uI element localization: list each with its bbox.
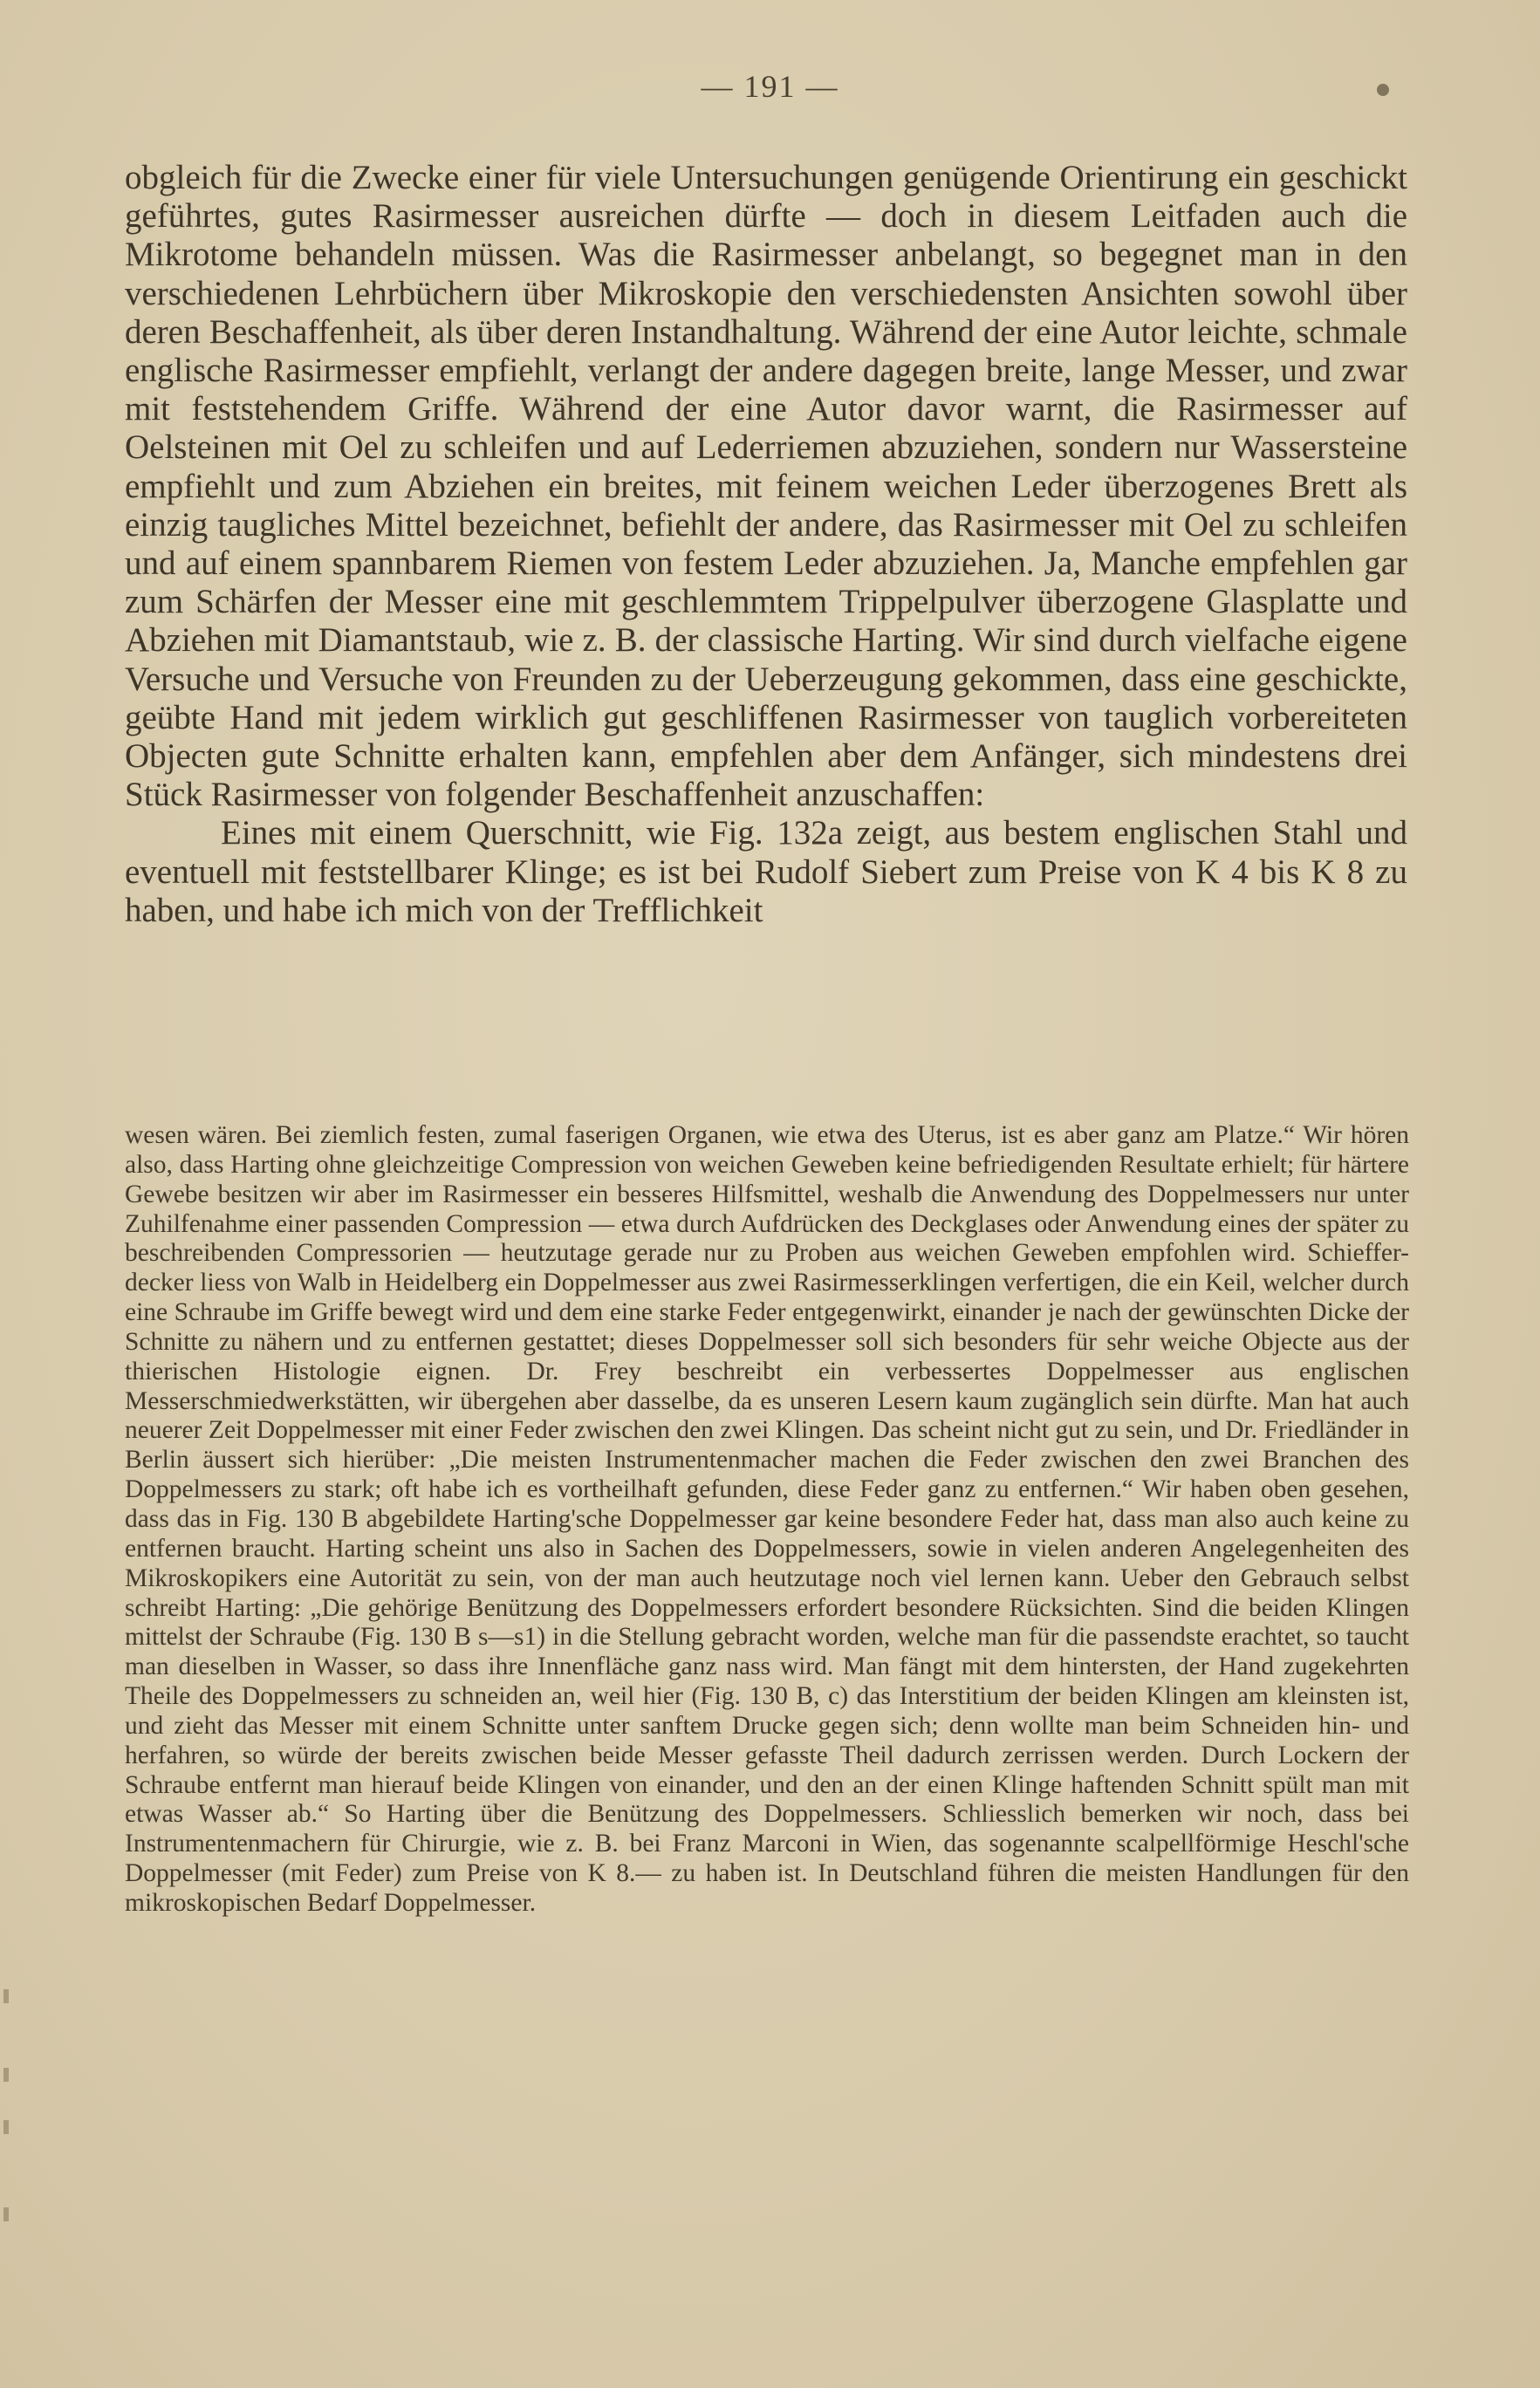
footnote-text: wesen wären. Bei ziemlich festen, zumal faserigen Organen, wie etwa des Uterus, ist es aber ganz am Platze.“ Wir hören also, dass Harting ohne gleichzeitige Compression von weichen Geweben keine befriedigenden Resultate erhielt; für härtere Gewebe besitzen wir aber im Rasirmesser ein besseres Hilfsmittel, weshalb die Anwendung des Doppelmessers nur unter Zuhilfenahme einer passenden Compression — etwa durch Aufdrücken des Deckglases oder Anwendung eines der später zu beschreibenden Compressorien — heutzutage gerade nur zu Proben aus weichen Geweben empfohlen wird. Schieffer-decker liess von Walb in Heidelberg ein Doppelmesser aus zwei Rasirmesserklingen verfertigen, die ein Keil, welcher durch eine Schraube im Griffe bewegt wird und dem eine starke Feder entgegenwirkt, einander je nach der gewünschten Dicke der Schnitte zu nähern und zu entfernen gestattet; dieses Doppelmesser soll sich besonders für sehr weiche Objecte aus der thierischen Histologie eignen. Dr. Frey beschreibt ein verbessertes Doppelmesser aus englischen Messerschmiedwerkstätten, wir übergehen aber dasselbe, da es unseren Lesern kaum zugänglich sein dürfte. Man hat auch neuerer Zeit Doppelmesser mit einer Feder zwischen den zwei Klingen. Das scheint nicht gut zu sein, und Dr. Friedländer in Berlin äussert sich hierüber: „Die meisten Instrumentenmacher machen die Feder zwischen den zwei Branchen des Doppelmessers zu stark; oft habe ich es vortheilhaft gefunden, diese Feder ganz zu entfernen.“ Wir haben oben gesehen, dass das in Fig. 130 B abgebildete Harting'sche Doppelmesser gar keine besondere Feder hat, dass man also auch keine zu entfernen braucht. Harting scheint uns also in Sachen des Doppelmessers, sowie in vielen anderen Angelegenheiten des Mikroskopikers eine Autorität zu sein, von der man auch heutzutage noch viel lernen kann. Ueber den Gebrauch selbst schreibt Harting: „Die gehörige Benützung des Doppelmessers erfordert besondere Rücksichten. Sind die beiden Klingen mittelst der Schraube (Fig. 130 B s—s1) in die Stellung gebracht worden, welche man für die passendste erachtet, so taucht man dieselben in Wasser, so dass ihre Innenfläche ganz nass wird. Man fängt mit dem hintersten, der Hand zugekehrten Theile des Doppelmessers zu schneiden an, weil hier (Fig. 130 B, c) das Interstitium der beiden Klingen am kleinsten ist, und zieht das Messer mit einem Schnitte unter sanftem Drucke gegen sich; denn wollte man beim Schneiden hin- und herfahren, so würde der bereits zwischen beide Messer gefasste Theil dadurch zerrissen werden. Durch Lockern der Schraube entfernt man hierauf beide Klingen von einander, und den an der einen Klinge haftenden Schnitt spült man mit etwas Wasser ab.“ So Harting über die Benützung des Doppelmessers. Schliesslich bemerken wir noch, dass bei Instrumentenmachern für Chirurgie, wie z. B. bei Franz Marconi in Wien, das sogenannte scalpellförmige Heschl'sche Doppelmesser (mit Feder) zum Preise von K 8.— zu haben ist. In Deutschland führen die meisten Handlungen für den mikroskopischen Bedarf Doppelmesser. bbox=[125, 1121, 1409, 1917]
main-text-block bbox=[125, 159, 1407, 930]
footnote-block bbox=[125, 1121, 1409, 1919]
paragraph-2: Eines mit einem Querschnitt, wie Fig. 132a zeigt, aus bestem englischen Stahl und eventuell mit feststellbarer Klinge; es ist bei Rudolf Siebert zum Preise von K 4 bis K 8 zu haben, und habe ich mich von der Trefflichkeit bbox=[125, 814, 1407, 929]
page-number: — 191 — bbox=[701, 69, 839, 104]
ink-blot bbox=[1377, 84, 1389, 96]
margin-marks bbox=[0, 1989, 17, 2268]
paragraph-1: obgleich für die Zwecke einer für viele Untersuchungen genügende Orientirung ein geschickt geführtes, gutes Rasirmesser ausreichen dürfte — doch in diesem Leitfaden auch die Mikrotome behandeln müssen. Was die Rasirmesser anbelangt, so begegnet man in den verschiedenen Lehrbüchern über Mikroskopie den verschiedensten Ansichten sowohl über deren Beschaffenheit, als über deren Instandhaltung. Während der eine Autor leichte, schmale englische Rasirmesser empfiehlt, verlangt der andere dagegen breite, lange Messer, und zwar mit feststehendem Griffe. Während der eine Autor davor warnt, die Rasirmesser auf Oelsteinen mit Oel zu schleifen und auf Lederriemen abzuziehen, sondern nur Wassersteine empfiehlt und zum Abziehen ein breites, mit feinem weichen Leder überzogenes Brett als einzig taugliches Mittel bezeichnet, befiehlt der andere, das Rasirmesser mit Oel zu schleifen und auf einem spannbarem Riemen von festem Leder abzuziehen. Ja, Manche empfehlen gar zum Schärfen der Messer eine mit geschlemmtem Trippelpulver überzogene Glasplatte und Abziehen mit Diamantstaub, wie z. B. der classische Harting. Wir sind durch vielfache eigene Versuche und Versuche von Freunden zu der Ueberzeugung gekommen, dass eine geschickte, geübte Hand mit jedem wirklich gut geschliffenen Rasirmesser von tauglich vorbereiteten Objecten gute Schnitte erhalten kann, empfehlen aber dem Anfänger, sich mindestens drei Stück Rasirmesser von folgender Beschaffenheit anzuschaffen: bbox=[125, 159, 1407, 814]
